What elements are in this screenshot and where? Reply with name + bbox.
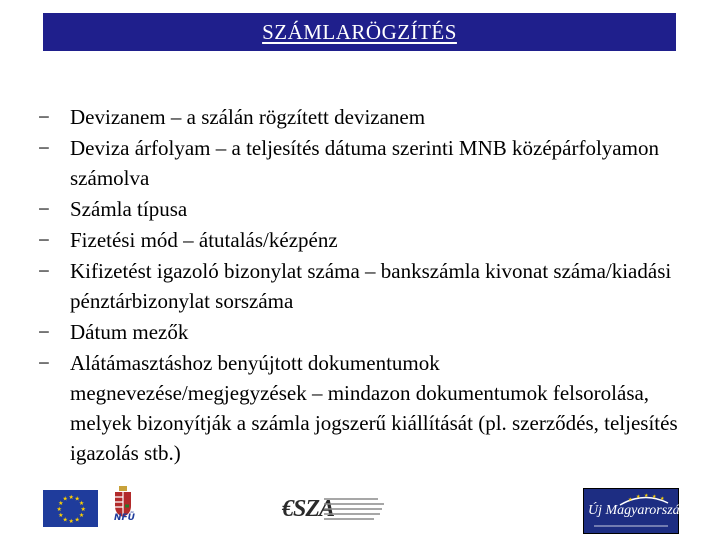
coat-of-arms-icon [108,484,138,532]
esza-text-lines-icon [324,490,394,530]
svg-text:★: ★ [62,495,68,503]
svg-text:★: ★ [628,497,633,503]
bullet-dash: − [38,228,50,252]
list-item [38,256,678,316]
svg-text:★: ★ [68,494,74,501]
nfu-label: NFÜ [114,513,135,523]
svg-text:★: ★ [78,500,85,507]
list-item [38,133,678,193]
bullet-list [38,102,678,469]
footer-logos [0,484,720,540]
svg-text:★: ★ [660,496,665,502]
uj-magyarorszag-logo [583,488,687,534]
svg-text:★: ★ [74,495,80,503]
svg-text:★: ★ [80,506,86,513]
umo-label: Új Magyarország [588,503,687,518]
svg-text:★: ★ [74,516,80,524]
list-item [38,317,678,347]
list-item [38,348,678,468]
bullet-dash: − [38,105,50,129]
bullet-text: Deviza árfolyam – a teljesítés dátuma szerinti MNB középárfolyamon számolva [70,136,659,190]
bullet-dash: − [38,320,50,344]
svg-text:★: ★ [636,494,641,500]
bullet-dash: − [38,351,50,375]
bullet-text: Fizetési mód – átutalás/kézpénz [70,228,338,252]
bullet-text: Dátum mezők [70,320,189,344]
svg-text:★: ★ [58,500,64,507]
bullet-text: Kifizetést igazoló bizonylat száma – bankszámla kivonat száma/kiadási pénztárbizonylat sorszáma [70,259,672,313]
eu-stars-icon [43,490,98,527]
eu-flag-logo [43,490,98,527]
page-title: SZÁMLARÖGZÍTÉS [262,19,457,44]
list-item [38,102,678,132]
bullet-dash: − [38,259,50,283]
bullet-dash: − [38,136,50,160]
esza-logo [282,490,392,530]
svg-text:★: ★ [652,494,657,500]
nfu-logo [108,484,138,532]
svg-text:★: ★ [58,512,64,519]
bullet-text: Számla típusa [70,197,188,221]
bullet-text: Alátámasztáshoz benyújtott dokumentumok megnevezése/megjegyzések – mindazon dokumentumok felsorolása, melyek bizonyítják a számla jogszerű kiállítását (pl. szerződés, teljesítés igazolás stb.) [70,351,678,465]
svg-text:★: ★ [644,493,649,499]
bullet-text: Devizanem – a szálán rögzített devizanem [70,105,426,129]
bullet-dash: − [38,197,50,221]
list-item [38,225,678,255]
esza-label: €SZA [282,496,335,522]
svg-text:★: ★ [78,512,85,519]
title-bar [43,13,676,51]
svg-text:★: ★ [56,506,62,513]
svg-text:★: ★ [62,516,68,524]
list-item [38,194,678,224]
svg-text:★: ★ [68,518,74,525]
